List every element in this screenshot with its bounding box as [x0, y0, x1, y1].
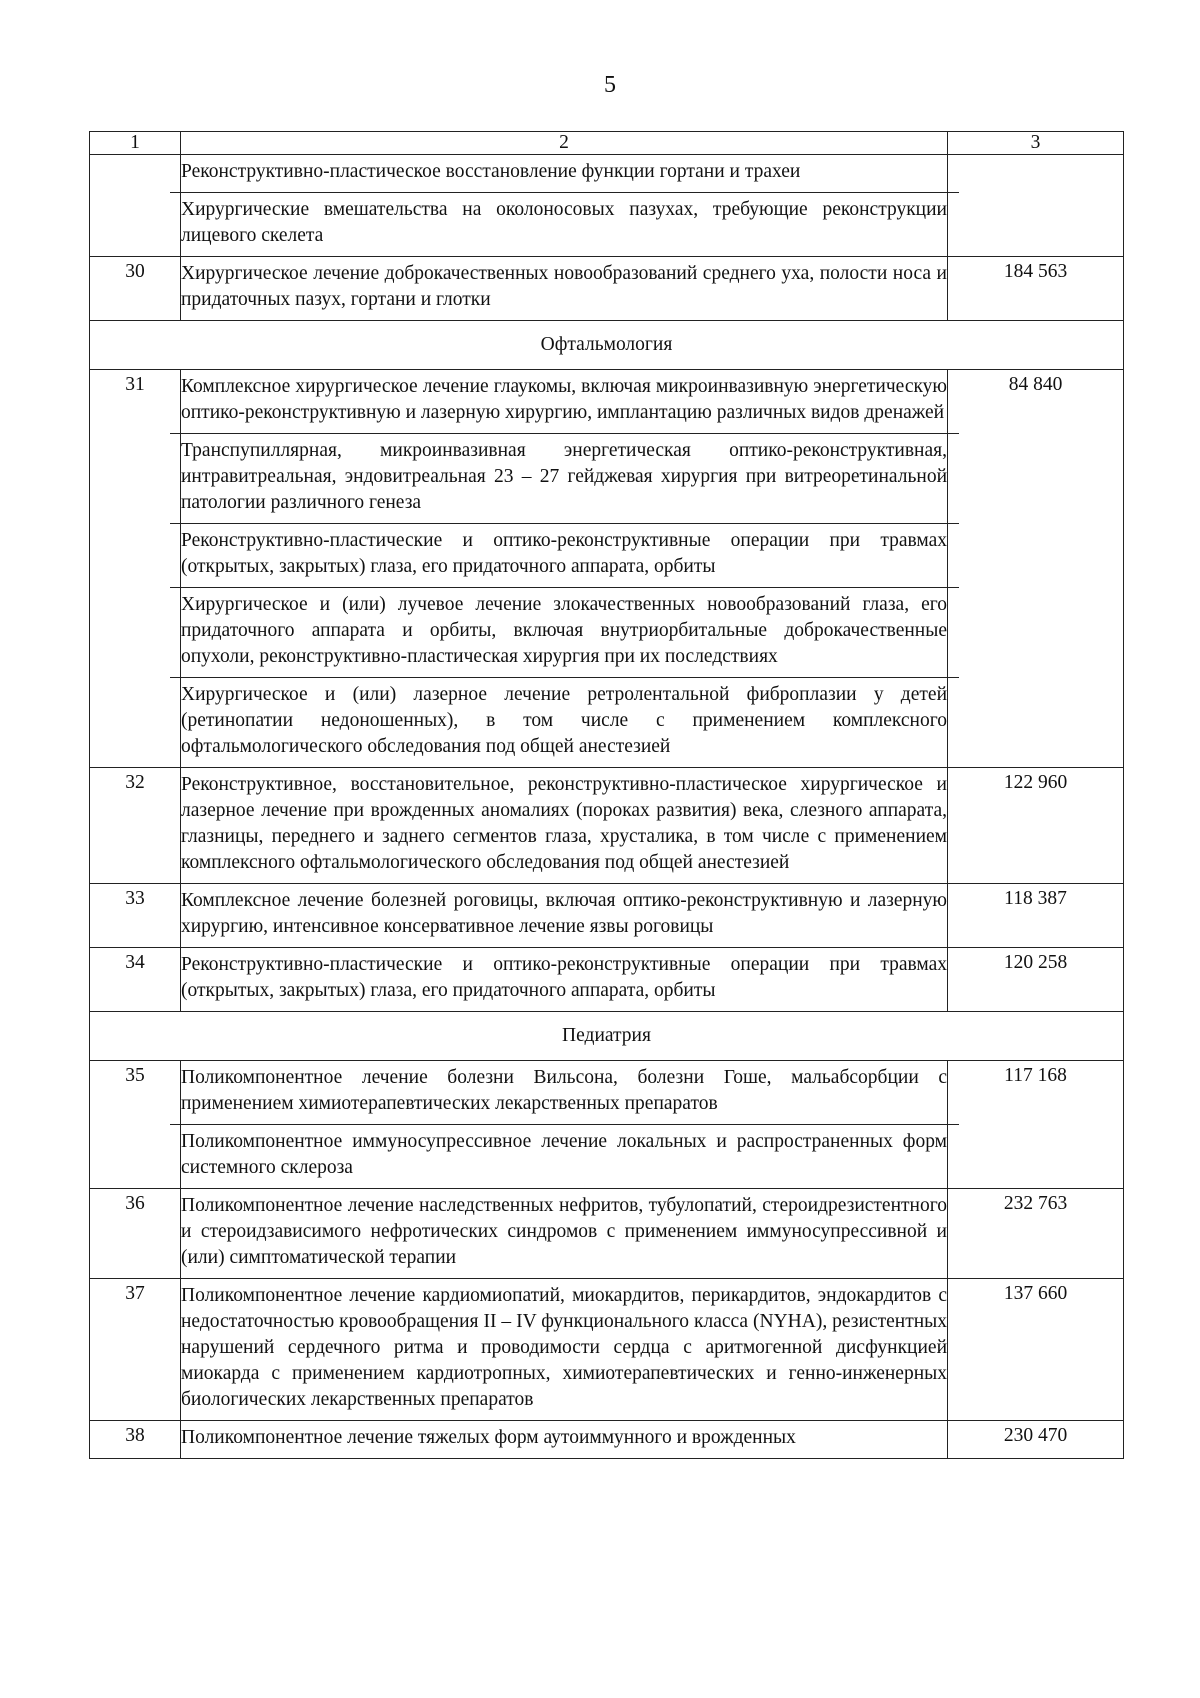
standard-cost: 84 840 [948, 370, 1124, 768]
row-number: 34 [90, 948, 181, 1012]
row-number: 30 [90, 257, 181, 321]
column-header-3: 3 [948, 132, 1124, 155]
service-item: Реконструктивное, восстановительное, реконструктивно-пластическое хирургическое и лазерное лечение при врожденных аномалиях (пороках развития) века, слезного аппарата, глазницы, переднего и заднего сегментов глаза, хрусталика, в том числе с применением комплексного офтальмологического обследования под общей анестезией [181, 774, 947, 873]
row-number: 37 [90, 1279, 181, 1421]
standard-cost: 118 387 [948, 884, 1124, 948]
standard-cost: 232 763 [948, 1189, 1124, 1279]
table-row [90, 768, 1124, 884]
table-body [90, 155, 1124, 1459]
row-number [90, 155, 181, 257]
row-number: 36 [90, 1189, 181, 1279]
standard-cost: 117 168 [948, 1061, 1124, 1189]
service-item: Хирургические вмешательства на околоносовых пазухах, требующие реконструкции лицевого скелета [170, 192, 959, 256]
service-item: Поликомпонентное лечение наследственных нефритов, тубулопатий, стероидрезистентного и стероидзависимого нефротических синдромов с применением иммуносупрессивной и (или) симптоматической терапии [181, 1195, 947, 1268]
standard-cost [948, 155, 1124, 257]
table-row [90, 1421, 1124, 1459]
table-row [90, 1189, 1124, 1279]
service-item: Транспупиллярная, микроинвазивная энергетическая оптико-реконструктивная, интравитреальная, эндовитреальная 23 – 27 гейджевая хирургия при витреоретинальной патологии различного генеза [170, 433, 959, 523]
service-item: Комплексное хирургическое лечение глаукомы, включая микроинвазивную энергетическую оптико-реконструктивную и лазерную хирургию, имплантацию различных видов дренажей [181, 376, 947, 423]
table-row [90, 948, 1124, 1012]
row-number: 38 [90, 1421, 181, 1459]
service-description-cell [181, 1189, 948, 1279]
section-row [90, 1012, 1124, 1061]
service-item: Поликомпонентное лечение болезни Вильсона, болезни Гоше, мальабсорбции с применением химиотерапевтических лекарственных препаратов [181, 1067, 947, 1114]
table-row [90, 257, 1124, 321]
standard-cost: 230 470 [948, 1421, 1124, 1459]
standard-cost: 184 563 [948, 257, 1124, 321]
table-row [90, 884, 1124, 948]
row-number: 32 [90, 768, 181, 884]
service-description-cell [181, 768, 948, 884]
service-description-cell [181, 155, 948, 257]
service-item: Поликомпонентное иммуносупрессивное лечение локальных и распространенных форм системного склероза [170, 1124, 959, 1188]
column-header-2: 2 [181, 132, 948, 155]
service-item: Реконструктивно-пластические и оптико-реконструктивные операции при травмах (открытых, закрытых) глаза, его придаточного аппарата, орбиты [181, 954, 947, 1001]
service-item: Хирургическое и (или) лазерное лечение ретролентальной фиброплазии у детей (ретинопатии недоношенных), в том числе с применением комплексного офтальмологического обследования под общей анестезией [170, 677, 959, 767]
service-description-cell [181, 1061, 948, 1189]
service-description-cell [181, 884, 948, 948]
section-title: Педиатрия [90, 1012, 1124, 1061]
service-description-cell [181, 257, 948, 321]
service-description-cell [181, 948, 948, 1012]
table-row [90, 370, 1124, 768]
service-description-cell [181, 1421, 948, 1459]
standard-cost: 120 258 [948, 948, 1124, 1012]
service-item: Хирургическое и (или) лучевое лечение злокачественных новообразований глаза, его придаточного аппарата и орбиты, включая внутриорбитальные доброкачественные опухоли, реконструктивно-пластическая хирургия при их последствиях [170, 587, 959, 677]
standard-cost: 137 660 [948, 1279, 1124, 1421]
table-row [90, 155, 1124, 257]
section-title: Офтальмология [90, 321, 1124, 370]
row-number: 31 [90, 370, 181, 768]
row-number: 33 [90, 884, 181, 948]
service-item: Реконструктивно-пластическое восстановление функции гортани и трахеи [181, 161, 801, 182]
service-item: Хирургическое лечение доброкачественных новообразований среднего уха, полости носа и придаточных пазух, гортани и глотки [181, 263, 947, 310]
service-description-cell [181, 1279, 948, 1421]
row-number: 35 [90, 1061, 181, 1189]
table-header-row [90, 132, 1124, 155]
section-row [90, 321, 1124, 370]
standard-cost: 122 960 [948, 768, 1124, 884]
services-table [89, 131, 1124, 1459]
page-number: 5 [604, 72, 616, 98]
table-row [90, 1061, 1124, 1189]
service-description-cell [181, 370, 948, 768]
table-row [90, 1279, 1124, 1421]
service-item: Поликомпонентное лечение тяжелых форм аутоиммунного и врожденных [181, 1427, 796, 1448]
service-item: Реконструктивно-пластические и оптико-реконструктивные операции при травмах (открытых, закрытых) глаза, его придаточного аппарата, орбиты [170, 523, 959, 587]
service-item: Поликомпонентное лечение кардиомиопатий, миокардитов, перикардитов, эндокардитов с недостаточностью кровообращения II – IV функционального класса (NYHA), резистентных нарушений сердечного ритма и проводимости сердца с аритмогенной дисфункцией миокарда с применением кардиотропных, химиотерапевтических и генно-инженерных биологических лекарственных препаратов [181, 1285, 947, 1410]
service-item: Комплексное лечение болезней роговицы, включая оптико-реконструктивную и лазерную хирургию, интенсивное консервативное лечение язвы роговицы [181, 890, 947, 937]
column-header-1: 1 [90, 132, 181, 155]
